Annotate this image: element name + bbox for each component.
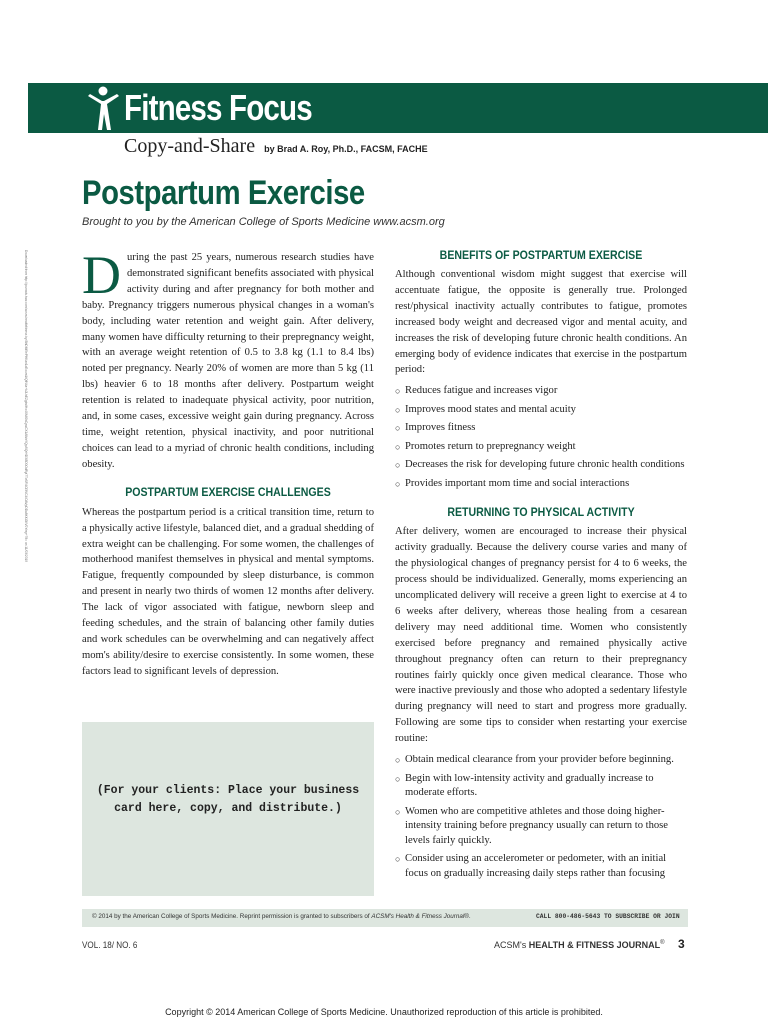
challenges-heading: POSTPARTUM EXERCISE CHALLENGES [125,486,331,499]
journal-title: HEALTH & FITNESS JOURNAL [528,940,661,950]
business-card-instructions: (For your clients: Place your business card here, copy, and distribute.) [96,784,360,815]
copy-and-share-text: Copy-and-Share [124,135,256,157]
drop-cap: D [82,245,121,305]
journal-prefix: ACSM's [494,940,529,950]
reprint-suffix: ®. [464,913,471,920]
intro-text: uring the past 25 years, numerous research studies have demonstrated significant benefits associated with physical activity during and after pregnancy for both mother and baby. Pregnancy triggers numerous physical changes in a woman's body, including water retention and weight gain. After delivery, many women have difficulty returning to their prepregnancy weight, with an average weight retention of 0.5 to 3.8 kg (1.1 to 8.4 lbs) noted per pregnancy. Nearly 20% of women are more than 5 kg (11 lbs) heavier 6 to 18 months after delivery. Postpartum weight retention is related to inadequate physical activity, poor nutrition, and, in some cases, excessive weight gain during pregnancy. Across time, weight retention, physical inactivity, and poor nutritional choices can lead to a myriad of chronic health conditions, including obesity. [82,252,374,470]
download-watermark [20,250,30,750]
list-item: ○ Begin with low-intensity activity and gradually increase to moderate efforts. [395,772,687,801]
challenges-paragraph: Whereas the postpartum period is a critical transition time, return to a physically active lifestyle, balanced diet, and a gradual shedding of extra weight can be challenging. For some women, the challenges of motherhood manifest themselves in physical and mental symptoms. Fatigue, frequently compounded by sleep disturbance, is common and present in nearly two thirds of women 12 months after delivery. The lack of vigor associated with fatigue, newborn sleep and feeding schedules, and the strain of balancing other family duties and work schedules can be overwhelming and can negatively affect mom's ability/desire to exercise consistently. In some women, these factors lead to significant levels of depression. [82,506,374,677]
list-item: ○ Improves mood states and mental acuity [395,403,687,418]
author-byline: by Brad A. Roy, Ph.D., FACSM, FACHE [264,144,428,154]
reprint-journal: ACSM's Health & Fitness Journal [371,913,465,920]
intro-paragraph [82,245,374,473]
page-number: 3 [678,937,685,951]
tips-list [395,753,687,881]
list-item: ○ Women who are competitive athletes and those doing higher-intensity training before pregnancy usually can return to those levels fairly quickly. [395,805,687,849]
copyright-notice: Copyright © 2014 American College of Sports Medicine. Unauthorized reproduction of this article is prohibited. [165,1007,603,1017]
volume-number: VOL. 18/ NO. 6 [82,940,138,950]
reprint-notice [92,913,471,920]
benefits-heading: BENEFITS OF POSTPARTUM EXERCISE [439,250,643,262]
journal-name [494,940,665,950]
list-item: ○ Provides important mom time and social interactions [395,477,687,492]
returning-heading: RETURNING TO PHYSICAL ACTIVITY [447,507,635,520]
journal-mark: ® [660,940,665,946]
fitness-figure-icon [86,84,120,134]
right-column [395,248,687,885]
list-item: ○ Promotes return to prepregnancy weight [395,440,687,455]
list-item: ○ Improves fitness [395,421,687,436]
returning-paragraph: After delivery, women are encouraged to increase their physical activity gradually. Because the delivery course varies and many of the physiological changes of pregnancy persist for 4 to 6 weeks, the process should be individualized. Generally, moms experiencing an uncomplicated delivery will receive a green light to exercise at 4 to 6 weeks after delivery, whereas those healing from a cesarean delivery may need additional time. Women who consistently exercised before pregnancy and remained physically active throughout pregnancy often can return to their prepregnancy routines fairly quickly once given medical clearance. Those who were inactive previously and those who adopted a sedentary lifestyle during pregnancy will need to start and progress more gradually. Following are some tips to consider when restarting your exercise routine: [395,526,687,745]
benefits-list [395,384,687,491]
list-item: ○ Obtain medical clearance from your provider before beginning. [395,753,687,768]
download-watermark-text: Downloaded from http://journals.lww.com/acsm-healthfitness by BhDMf5ePHKav1zEoum1tQfN4a+kJLhEZgbsIHo4XMi0hCywCX1AWnYQp/IlQrHD3i3D0OdRyi7TvSFl4Cf3VC4/OAVpDDa8KKGKV0Ymy+78= on 11/03/2019 [24,250,28,563]
list-item: ○ Decreases the risk for developing future chronic health conditions [395,458,687,473]
copy-and-share-label [124,134,428,161]
article-source: Brought to you by the American College of Sports Medicine www.acsm.org [82,216,445,228]
left-column [82,245,374,680]
subscribe-notice: CALL 800-486-5643 TO SUBSCRIBE OR JOIN [536,913,680,920]
list-item: ○ Reduces fatigue and increases vigor [395,384,687,399]
reprint-prefix: © 2014 by the American College of Sports Medicine. Reprint permission is granted to subscribers of [92,913,372,920]
benefits-paragraph: Although conventional wisdom might suggest that exercise will accentuate fatigue, the opposite is generally true. Prolonged rest/physical inactivity actually contributes to fatigue, promotes increased body weight and decreased vigor and mental acuity, and increases the risk of developing future chronic health conditions. An emerging body of evidence indicates that exercise in the postpartum period: [395,269,687,376]
list-item: ○ Consider using an accelerometer or pedometer, with an initial focus on gradually increasing daily steps rather than focusing [395,852,687,881]
article-title: Postpartum Exercise [82,174,365,212]
banner-title: Fitness Focus [124,87,312,128]
